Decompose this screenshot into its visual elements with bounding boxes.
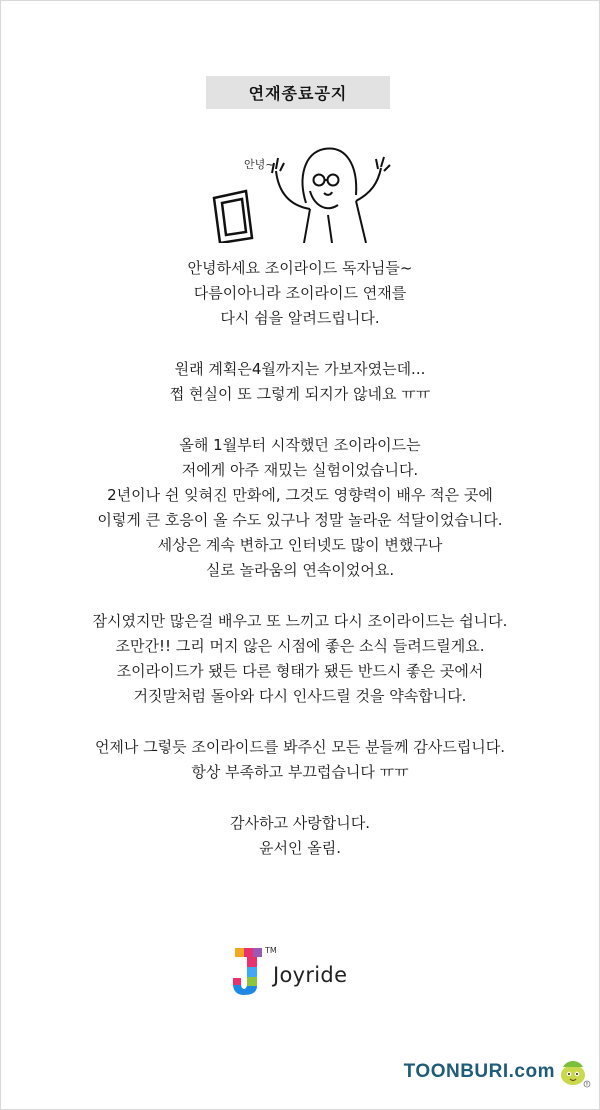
text-line: 세상은 계속 변하고 인터넷도 많이 변했구나 bbox=[157, 536, 443, 554]
text-line: 다름이아니라 조이라이드 연재를 bbox=[193, 284, 407, 302]
text-line: 조만간!! 그리 머지 않은 시점에 좋은 소식 들려드릴게요. bbox=[115, 637, 485, 655]
text-line: 조이라이드가 됐든 다른 형태가 됐든 반드시 좋은 곳에서 bbox=[116, 662, 484, 680]
paragraph bbox=[1, 256, 599, 331]
text-line: 안녕하세요 조이라이드 독자님들~ bbox=[187, 259, 413, 277]
picture-frame-icon bbox=[214, 191, 252, 243]
paragraph bbox=[1, 609, 599, 709]
toonburi-footer-logo[interactable] bbox=[404, 1055, 591, 1089]
paragraph bbox=[1, 433, 599, 583]
text-line: 원래 계획은4월까지는 가보자였는데... bbox=[174, 360, 426, 378]
text-line: 올해 1월부터 시작했던 조이라이드는 bbox=[179, 436, 421, 454]
text-line: 언제나 그렇듯 조이라이드를 봐주신 모든 분들께 감사드립니다. bbox=[94, 738, 506, 756]
joyride-logo bbox=[229, 946, 347, 996]
greeting-bubble: 안녕~ bbox=[244, 158, 275, 171]
toonburi-mascot-icon bbox=[557, 1055, 591, 1089]
text-line: 잠시였지만 많은걸 배우고 또 느끼고 다시 조이라이드는 쉽니다. bbox=[92, 612, 508, 630]
text-line: 감사하고 사랑합니다. bbox=[230, 814, 370, 832]
trademark-label: TM bbox=[265, 946, 277, 955]
notice-body bbox=[1, 256, 599, 887]
notice-title: 연재종료공지 bbox=[206, 76, 390, 109]
svg-text:R: R bbox=[585, 1081, 589, 1087]
text-line: 쩝 현실이 또 그렇게 되지가 않네요 ㅠㅠ bbox=[169, 385, 431, 403]
text-line: 실로 놀라움의 연속이었어요. bbox=[205, 561, 395, 579]
text-line: 항상 부족하고 부끄럽습니다 ㅠㅠ bbox=[191, 763, 409, 781]
text-line: 다시 쉼을 알려드립니다. bbox=[220, 309, 380, 327]
text-line: 거짓말처럼 돌아와 다시 인사드릴 것을 약속합니다. bbox=[133, 687, 467, 705]
joyride-j-icon bbox=[229, 946, 265, 996]
text-line: 2년이나 쉰 잊혀진 만화에, 그것도 영향력이 배우 적은 곳에 bbox=[107, 486, 493, 504]
paragraph bbox=[1, 811, 599, 861]
author-waving-illustration bbox=[206, 143, 396, 243]
text-line: 이렇게 큰 호응이 올 수도 있구나 정말 놀라운 석달이었습니다. bbox=[97, 511, 503, 529]
logo-wordmark: Joyride bbox=[273, 963, 348, 987]
toonburi-wordmark: TOONBURI.com bbox=[403, 1061, 555, 1082]
character-figure bbox=[272, 148, 390, 243]
text-line: 윤서인 올림. bbox=[259, 839, 341, 857]
paragraph bbox=[1, 357, 599, 407]
text-line: 저에게 아주 재밌는 실험이었습니다. bbox=[181, 461, 419, 479]
paragraph bbox=[1, 735, 599, 785]
